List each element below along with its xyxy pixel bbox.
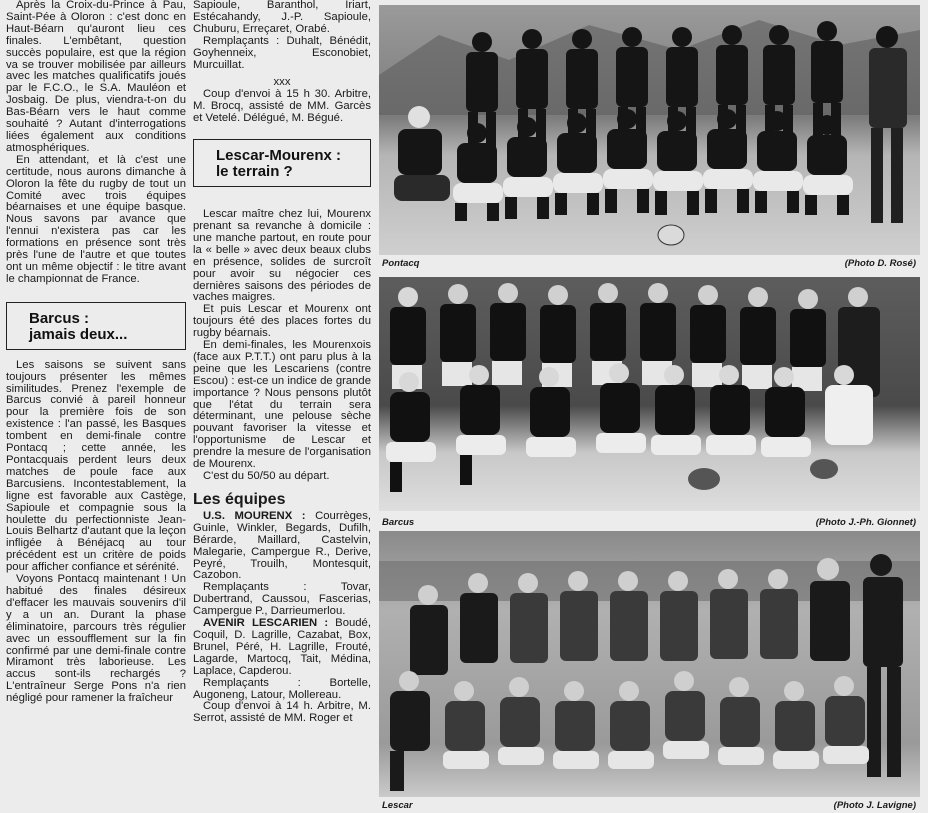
- team-paragraph: [193, 511, 371, 582]
- team-name: U.S. MOURENX :: [203, 509, 306, 522]
- paragraph: Voyons Pontacq maintenant ! Un habitué des finales désireux d'effacer les mauvais souvenirs d'il y a un an. Durant la phase éliminatoire, parcours très régulier avec un essoufflement sur la fin confirmé par une demi-finale contre Miramont très laborieuse. Les accus sont-ils rechargés ? L'entraîneur Serge Pons n'a rien négligé pour ramener la fraîcheur: [6, 573, 186, 705]
- team-photo-pontacq: [379, 5, 920, 255]
- photo-credit: (Photo D. Rosé): [844, 258, 916, 269]
- paragraph: Les saisons se suivent sans toujours présenter les mêmes similitudes. Prenez l'exemple de Barcus convié à pareil honneur pour la première fois de son existence : l'an passé, les Basques tombent en demi-finale contre Pontacq ; cette année, les Pontacquais perdent leurs deux matches de poule face aux Barcusiens. Incontestablement, la ligne est favorable aux Castège, Sapioule et compagnie sous la houlette du perfectionniste Jean-Louis Belhartz d'autant que la leçon infligée à Bénéjacq au tour précédent est un critère de poids pour afficher confiance et sérénité.: [6, 358, 186, 574]
- paragraph: En attendant, et là c'est une certitude, nous aurons dimanche à Oloron la fête du rugby de tout un Comité avec trois équipes béarnaises et une équipe basque. Nous savons par avance que l'ennui n'existera pas car les formations en présence sont très près l'une de l'autre et que toutes ont un même objectif : le titre avant le championnat de France.: [6, 153, 186, 285]
- team-name: AVENIR LESCARIEN :: [203, 617, 329, 630]
- article-column-1: [6, 0, 186, 705]
- paragraph: Coup d'envoi à 15 h 30. Arbitre, M. Brocq, assisté de MM. Garcès et Vetelé. Délégué, M. Bégué.: [193, 88, 371, 125]
- paragraph: En demi-finales, les Mourenxois (face aux P.T.T.) ont paru plus à la peine que les Lescariens (contre Escou) : est-ce un indice de grande importance ? Nous pensons plutôt que l'état du terrain sera déterminant, une pelouse sèche pouvant favoriser la vitesse et l'opportunisme de Lescar et prendre la mesure de l'organisation de Mourenx.: [193, 339, 371, 471]
- photo-label: Barcus: [382, 517, 415, 528]
- photo-label: Pontacq: [382, 258, 420, 269]
- paragraph: Remplaçants : Bortelle, Augoneng, Latour, Mollereau.: [193, 676, 371, 701]
- team-list: Boudé, Coquil, D. Lagrille, Cazabat, Box, Brunel, Péré, H. Lagrille, Frouté, Lagarde, Martocq, Tait, Médina, Laplace, Capderou.: [193, 617, 371, 677]
- heading-box-barcus: [6, 302, 186, 350]
- heading-line: Lescar-Mourenx :: [216, 147, 342, 165]
- team-list: Courrèges, Guinle, Winkler, Begards, Dufilh, Bérarde, Maillard, Castelvin, Malegarie, Campergue R., Derive, Peyré, Trouilh, Montesquit, Cazobon.: [193, 509, 371, 582]
- photo-credit: (Photo J. Lavigne): [833, 800, 916, 811]
- heading-line: Barcus :: [29, 309, 90, 327]
- team-paragraph: [193, 618, 371, 678]
- paragraph: Après la Croix-du-Prince à Pau, Saint-Pée à Oloron : c'est donc en Haut-Béarn qu'auront lieu ces finales. L'embêtant, question succès populaire, est que la région va se trouver mobilisée par ailleurs avec les matches qualificatifs joués par le F.C.O., le S.A. Mauléon et Josbaig. De plus, viendra-t-on du Bas-Béarn vers le haut comme souhaité ? Autant d'interrogations liées également aux conditions atmosphériques.: [6, 0, 186, 154]
- team-photo-barcus: [379, 277, 920, 511]
- paragraph: Remplaçants : Tovar, Dubertrand, Caussou, Fascerias, Campergue P., Darrieumerlou.: [193, 581, 371, 618]
- paragraph: Et puis Lescar et Mourenx ont toujours été des places fortes du rugby béarnais.: [193, 303, 371, 340]
- paragraph: C'est du 50/50 au départ.: [203, 470, 330, 482]
- paragraph: Remplaçants : Duhalt, Bénédit, Goyhenneix, Esconobiet, Murcuillat.: [193, 34, 371, 71]
- heading-line: jamais deux...: [29, 325, 128, 343]
- article-column-2: [193, 0, 371, 725]
- photo-credit: (Photo J.-Ph. Gionnet): [815, 517, 916, 528]
- photo-label: Lescar: [382, 800, 413, 811]
- section-heading: Les équipes: [193, 490, 286, 508]
- team-photo-lescar: [379, 531, 920, 797]
- heading-box-lescar-mourenx: [193, 139, 371, 187]
- separator-xxx: xxx: [273, 76, 291, 89]
- paragraph: Coup d'envoi à 14 h. Arbitre, M. Serrot, assisté de MM. Roger et: [193, 700, 371, 725]
- paragraph: Lescar maître chez lui, Mourenx prenant sa revanche à domicile : une manche partout, en route pour la « belle » avec deux beaux clubs en présence, solides de surcroît pour avoir su négocier ces dernières saisons des périodes de vaches maigres.: [193, 208, 371, 304]
- paragraph: Sapioule, Baranthol, Iriart, Estécahandy, J.-P. Sapioule, Chuburu, Erreçaret, Orabé.: [193, 0, 371, 35]
- heading-line: le terrain ?: [216, 163, 293, 181]
